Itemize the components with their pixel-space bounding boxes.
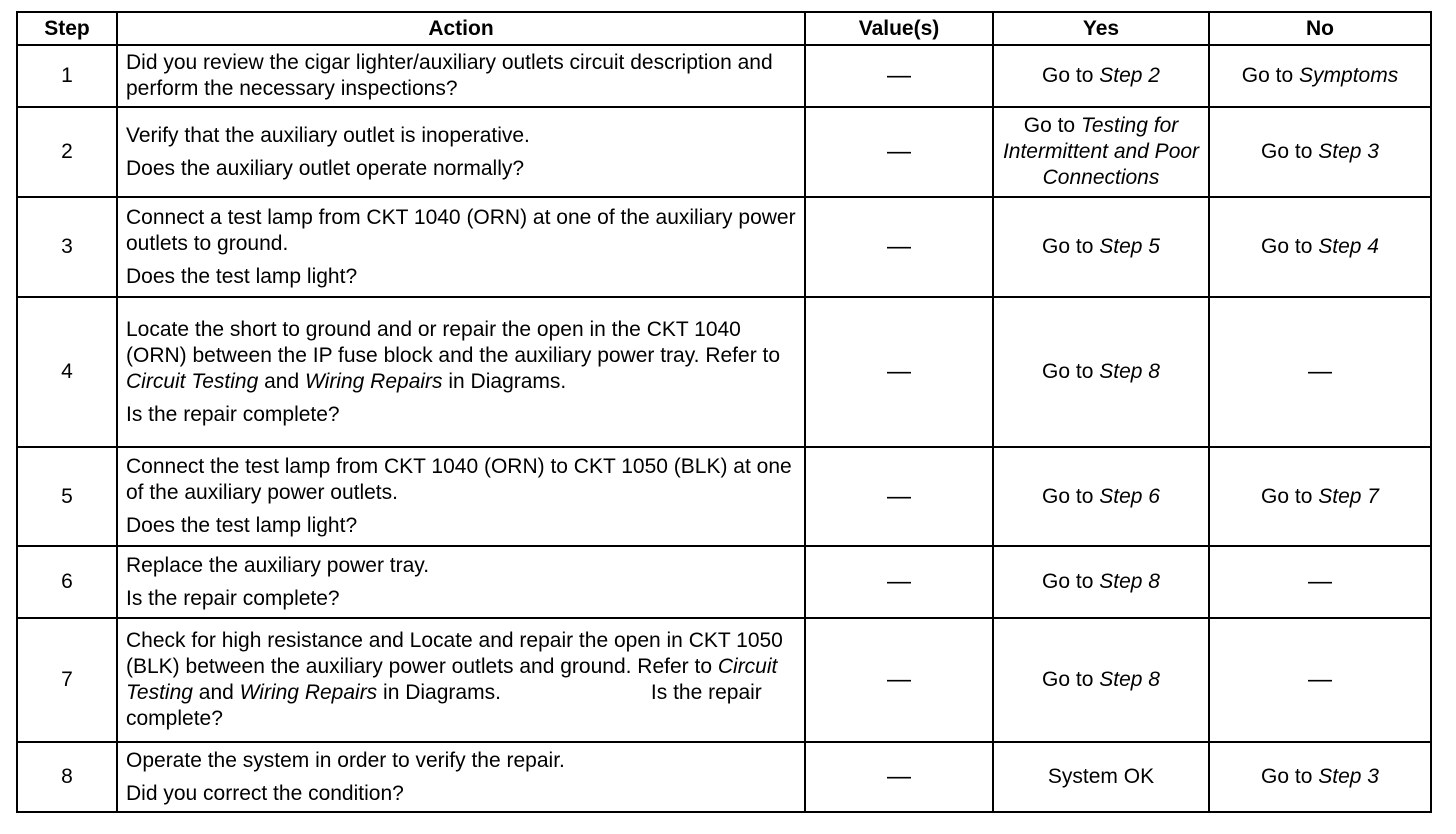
no-cell [1209, 107, 1431, 197]
question-text: Did you correct the condition? [126, 781, 404, 805]
action-cell [117, 107, 805, 197]
action-text: Verify that the auxiliary outlet is inoperative. [126, 123, 530, 147]
value-cell: — [805, 45, 993, 107]
yes-cell [993, 107, 1209, 197]
step-ref: Step 3 [1318, 765, 1379, 788]
value-cell: — [805, 197, 993, 297]
question-text: Is the repair complete? [126, 681, 762, 730]
yes-cell [993, 297, 1209, 447]
action-text: Locate the short to ground and or repair the open in the CKT 1040 (ORN) between the IP fuse block and the auxiliary power tray. Refer to [126, 317, 781, 367]
value-cell: — [805, 546, 993, 618]
step-ref: Step 5 [1099, 235, 1160, 258]
table-row [17, 618, 1431, 742]
action-text: Connect a test lamp from CKT 1040 (ORN) at one of the auxiliary power outlets to ground. [126, 205, 796, 255]
circuit-testing-ref: Circuit Testing [126, 369, 259, 393]
wiring-repairs-ref: Wiring Repairs [239, 681, 378, 704]
connector-text: and [198, 681, 234, 704]
go-to-label: Go to [1042, 484, 1094, 508]
no-cell [1209, 197, 1431, 297]
yes-cell: System OK [993, 742, 1209, 812]
go-to-label: Go to [1042, 570, 1094, 593]
no-cell: — [1209, 618, 1431, 742]
table-row [17, 742, 1431, 812]
yes-cell [993, 197, 1209, 297]
action-text: Replace the auxiliary power tray. [126, 553, 430, 577]
action-cell [117, 618, 805, 742]
no-cell [1209, 447, 1431, 546]
header-values: Value(s) [805, 12, 993, 45]
action-text: Did you review the cigar lighter/auxiliary outlets circuit description and perform the necessary inspections? [126, 51, 773, 100]
step-number: 3 [17, 197, 117, 297]
go-to-label: Go to [1261, 140, 1313, 163]
table-row [17, 197, 1431, 297]
go-to-label: Go to [1261, 765, 1313, 788]
action-text: Connect the test lamp from CKT 1040 (ORN) to CKT 1050 (BLK) at one of the auxiliary power outlets. [126, 455, 792, 504]
question-text: Does the test lamp light? [126, 264, 358, 288]
go-to-label: Go to [1042, 360, 1094, 383]
circuit-testing-ref: Circuit Testing [126, 655, 778, 704]
question-text: Is the repair complete? [126, 402, 340, 426]
step-number: 4 [17, 297, 117, 447]
table-row [17, 107, 1431, 197]
action-cell [117, 447, 805, 546]
diagrams-text: in Diagrams. [448, 369, 567, 393]
step-ref: Step 8 [1099, 668, 1160, 691]
action-cell [117, 297, 805, 447]
header-row [17, 12, 1431, 45]
go-to-label: Go to [1042, 64, 1094, 87]
step-number: 2 [17, 107, 117, 197]
action-text: Operate the system in order to verify the repair. [126, 748, 565, 772]
step-number: 5 [17, 447, 117, 546]
step-ref: Step 8 [1099, 360, 1160, 383]
go-to-label: Go to [1023, 114, 1076, 137]
action-text: Check for high resistance and Locate and repair the open in CKT 1050 (BLK) between the auxiliary power outlets and ground. Refer to [126, 629, 783, 678]
step-number: 1 [17, 45, 117, 107]
testing-ref: Testing for Intermittent and Poor Connections [1002, 114, 1200, 189]
header-step: Step [17, 12, 117, 45]
step-ref: Step 8 [1099, 570, 1160, 593]
step-number: 6 [17, 546, 117, 618]
step-number: 7 [17, 618, 117, 742]
header-action: Action [117, 12, 805, 45]
header-no: No [1209, 12, 1431, 45]
go-to-label: Go to [1042, 235, 1094, 258]
no-cell [1209, 742, 1431, 812]
no-cell [1209, 45, 1431, 107]
yes-cell [993, 45, 1209, 107]
value-cell: — [805, 618, 993, 742]
value-cell: — [805, 297, 993, 447]
question-text: Is the repair complete? [126, 586, 340, 610]
action-cell [117, 197, 805, 297]
step-ref: Step 7 [1318, 484, 1379, 508]
value-cell: — [805, 742, 993, 812]
step-number: 8 [17, 742, 117, 812]
question-text: Does the auxiliary outlet operate normally? [126, 156, 525, 180]
table-row [17, 447, 1431, 546]
action-cell [117, 45, 805, 107]
table-row [17, 546, 1431, 618]
wiring-repairs-ref: Wiring Repairs [305, 369, 443, 393]
header-yes: Yes [993, 12, 1209, 45]
go-to-label: Go to [1261, 484, 1313, 508]
yes-cell [993, 447, 1209, 546]
step-ref: Step 4 [1318, 235, 1379, 258]
value-cell: — [805, 107, 993, 197]
table-row [17, 297, 1431, 447]
no-cell: — [1209, 546, 1431, 618]
yes-cell [993, 618, 1209, 742]
step-ref: Step 3 [1318, 140, 1379, 163]
connector-text: and [264, 369, 300, 393]
diagnostic-table [16, 11, 1432, 813]
value-cell: — [805, 447, 993, 546]
go-to-label: Go to [1261, 235, 1313, 258]
step-ref: Step 6 [1099, 484, 1160, 508]
table-row [17, 45, 1431, 107]
symptoms-ref: Symptoms [1299, 64, 1399, 87]
go-to-label: Go to [1042, 668, 1094, 691]
yes-cell [993, 546, 1209, 618]
go-to-label: Go to [1241, 64, 1294, 87]
no-cell: — [1209, 297, 1431, 447]
question-text: Does the test lamp light? [126, 514, 358, 537]
diagrams-text: in Diagrams. [383, 681, 501, 704]
step-ref: Step 2 [1099, 64, 1160, 87]
action-cell [117, 546, 805, 618]
action-cell [117, 742, 805, 812]
